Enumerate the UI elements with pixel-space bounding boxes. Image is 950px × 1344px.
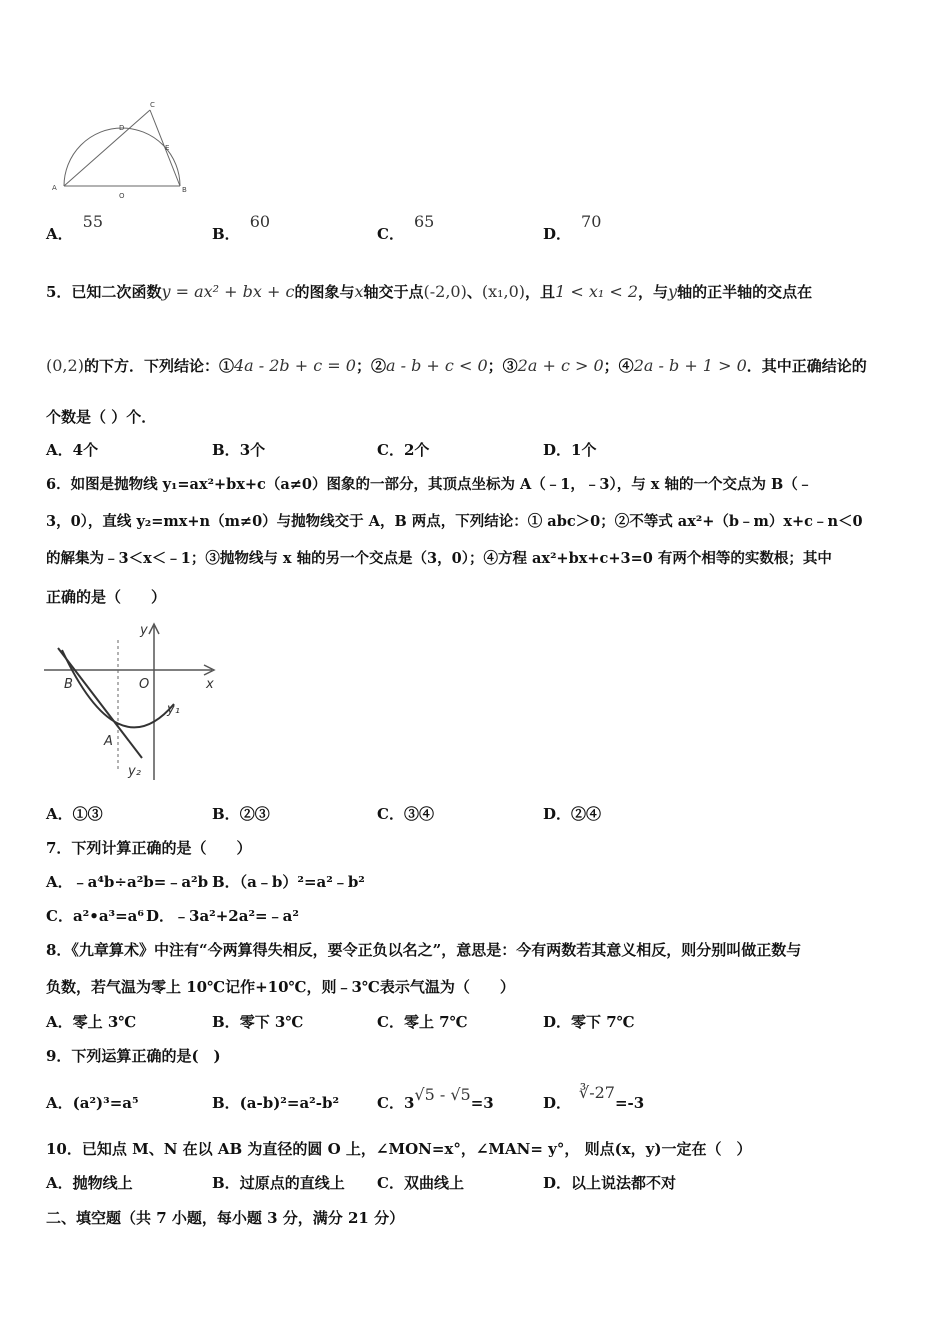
q8-option-d[interactable]: D．零下 7℃ [543,1013,635,1031]
q7-option-d[interactable]: D．﹣3a²+2a²=﹣a² [146,907,299,925]
q9-option-a[interactable]: A．(a²)³=a⁵ [46,1094,139,1112]
q5-option-c[interactable]: C．2个 [377,441,430,459]
label-d: D [119,124,125,132]
q7-option-b[interactable]: B．（a﹣b）²=a²﹣b² [212,873,365,891]
q5-line-3: 个数是（ ）个． [46,408,157,426]
label-b: B [182,186,187,194]
label-x: x [206,677,214,692]
q10-stem: 10．已知点 M、N 在以 AB 为直径的圆 O 上，∠MON=x°，∠MAN= y°， 则点(x，y)一定在（ ） [46,1140,752,1158]
q7-option-c[interactable]: C．a²•a³=a⁶ [46,907,144,925]
q4-option-a[interactable]: A．55 [46,212,103,243]
q6-figure [44,620,224,785]
q4-option-d[interactable]: D．70 [543,212,602,243]
q6-line-4: 正确的是（ ） [46,588,167,606]
segment-ac [64,110,150,186]
q6-line-1: 6．如图是抛物线 y₁=ax²+bx+c（a≠0）图象的一部分，其顶点坐标为 A（﹣1，﹣3），与 x 轴的一个交点为 B（﹣ [46,476,813,493]
q6-option-d[interactable]: D．②④ [543,805,602,823]
q8-option-a[interactable]: A．零上 3℃ [46,1013,137,1031]
q10-option-b[interactable]: B．过原点的直线上 [212,1174,345,1192]
q9-option-b[interactable]: B．(a-b)²=a²-b² [212,1094,340,1112]
line-y2 [58,648,142,758]
q6-option-a[interactable]: A．①③ [46,805,103,823]
label-b: B [64,677,73,692]
q6-option-c[interactable]: C．③④ [377,805,434,823]
q10-option-a[interactable]: A．抛物线上 [46,1174,133,1192]
q6-option-b[interactable]: B．②③ [212,805,270,823]
label-e: E [165,144,170,152]
label-o: O [119,192,125,200]
q7-stem: 7．下列计算正确的是（ ） [46,839,252,857]
q4-option-b[interactable]: B．60 [212,212,271,243]
q9-stem: 9．下列运算正确的是( ) [46,1047,221,1065]
q9-option-d[interactable]: D．∛-27=-3 [543,1083,645,1112]
q5-line-2: (0,2)的下方．下列结论：①4a - 2b + c = 0；②a - b + c < 0；③2a + c > 0；④2a - b + 1 > 0．其中正确结论的 [46,356,867,375]
label-a: A [104,734,113,749]
q5-option-b[interactable]: B．3个 [212,441,266,459]
label-c: C [150,101,155,109]
q9-option-c[interactable]: C．3√5 - √5=3 [377,1085,494,1112]
q5-option-a[interactable]: A．4个 [46,441,99,459]
q4-option-c[interactable]: C．65 [377,212,435,243]
q8-option-b[interactable]: B．零下 3℃ [212,1013,304,1031]
label-o: O [139,677,150,692]
semicircle-arc [64,128,180,186]
q5-line-1: 5．已知二次函数y = ax² + bx + c的图象与x轴交于点(-2,0)、(x₁,0)，且1 < x₁ < 2，与y轴的正半轴的交点在 [46,282,813,301]
q6-line-3: 的解集为﹣3＜x＜﹣1；③抛物线与 x 轴的另一个交点是（3，0）；④方程 ax²+bx+c+3=0 有两个相等的实数根；其中 [46,550,832,567]
q10-option-d[interactable]: D．以上说法都不对 [543,1174,677,1192]
section-2-heading: 二、填空题（共 7 小题，每小题 3 分，满分 21 分） [46,1209,405,1227]
label-y1: y₁ [167,702,180,717]
label-a: A [52,184,57,192]
q6-line-2: 3，0），直线 y₂=mx+n（m≠0）与抛物线交于 A，B 两点，下列结论：① abc＞0；②不等式 ax²+（b﹣m）x+c﹣n＜0 [46,513,863,530]
q10-option-c[interactable]: C．双曲线上 [377,1174,464,1192]
q8-line-2: 负数，若气温为零上 10℃记作+10℃，则﹣3℃表示气温为（ ） [46,978,515,996]
label-y: y [140,623,148,638]
q7-option-a[interactable]: A．﹣a⁴b÷a²b=﹣a²b [46,873,209,891]
q4-figure [46,98,196,203]
label-y2: y₂ [128,764,141,779]
q8-line-1: 8．《九章算术》中注有“今两算得失相反，要令正负以名之”，意思是：今有两数若其意义相反，则分别叫做正数与 [46,941,802,959]
q5-option-d[interactable]: D．1个 [543,441,597,459]
q8-option-c[interactable]: C．零上 7℃ [377,1013,468,1031]
